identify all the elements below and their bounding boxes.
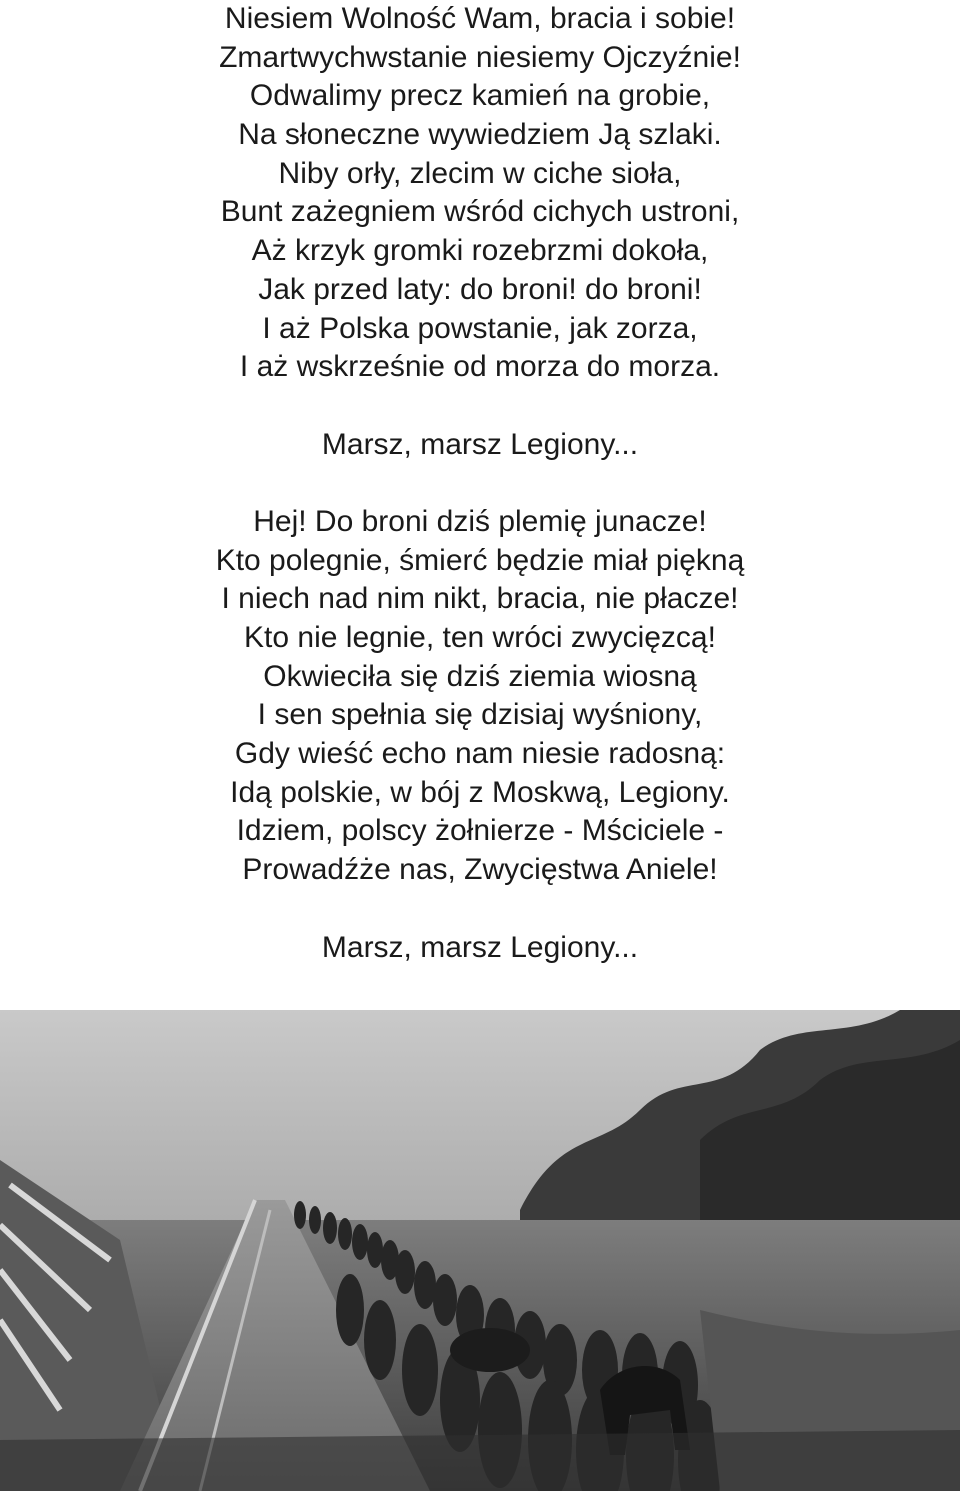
stanza-1 — [0, 0, 960, 387]
verse-line: I sen spełnia się dzisiaj wyśniony, — [257, 698, 703, 732]
verse-line: Hej! Do broni dziś plemię junacze! — [253, 504, 707, 538]
verse-line: I niech nad nim nikt, bracia, nie płacze! — [221, 582, 739, 616]
verse-line: Prowadźże nas, Zwycięstwa Aniele! — [242, 853, 718, 887]
verse-line: Kto nie legnie, ten wróci zwycięzcą! — [244, 621, 716, 654]
verse-line: Aż krzyk gromki rozebrzmi dokoła, — [251, 234, 709, 268]
foreground-grass — [0, 1430, 960, 1491]
refrain-2: Marsz, marsz Legiony... — [321, 930, 639, 964]
verse-line: Gdy wieść echo nam niesie radosną: — [234, 737, 726, 771]
verse-line: Idą polskie, w bój z Moskwą, Legiony. — [230, 775, 730, 809]
stanza-gap — [0, 464, 960, 503]
verse-line: Kto polegnie, śmierć będzie miał piękną — [215, 543, 745, 577]
verse-line: Jak przed laty: do broni! do broni! — [258, 272, 702, 306]
refrain-1: Marsz, marsz Legiony... — [321, 427, 639, 461]
verse-line: Niby orły, zlecim w ciche sioła, — [278, 156, 682, 190]
verse-line: I aż wskrześnie od morza do morza. — [239, 350, 721, 384]
verse-line: I aż Polska powstanie, jak zorza, — [262, 311, 698, 345]
stanza-2 — [0, 503, 960, 890]
stanza-gap — [0, 387, 960, 426]
verse-line: Odwalimy precz kamień na grobie, — [249, 79, 711, 113]
verse-line: Bunt zażegniem wśród cichych ustroni, — [220, 195, 740, 229]
verse-line: Idziem, polscy żołnierze - Mściciele - — [236, 814, 724, 848]
verse-line: Niesiem Wolność Wam, bracia i sobie! — [224, 2, 736, 35]
legion-march-photo — [0, 1010, 960, 1491]
verse-line: Na słoneczne wywiedziem Ją szlaki. — [238, 118, 722, 152]
verse-line: Zmartwychwstanie niesiemy Ojczyźnie! — [219, 40, 741, 74]
stanza-gap — [0, 890, 960, 929]
photo-illustration — [0, 1010, 960, 1491]
wagon-cover — [450, 1328, 530, 1372]
verse-line: Okwieciła się dziś ziemia wiosną — [263, 659, 697, 693]
